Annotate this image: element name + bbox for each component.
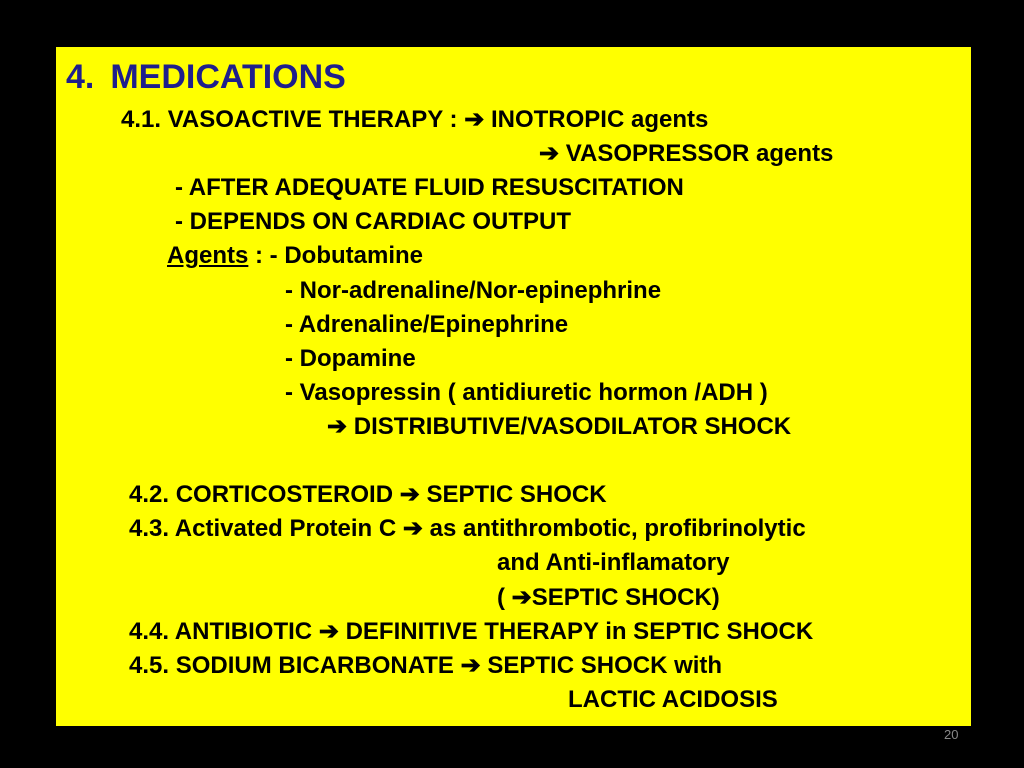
subsection-4-4-label: 4.4. ANTIBIOTIC bbox=[129, 618, 313, 645]
subsection-4-5-result-1: SEPTIC SHOCK with bbox=[487, 652, 723, 679]
right-arrow-icon: ➔ bbox=[327, 413, 348, 440]
subsection-4-5 bbox=[129, 654, 722, 678]
note-cardiac-output: - DEPENDS ON CARDIAC OUTPUT bbox=[175, 208, 572, 235]
vasopressor-line bbox=[539, 142, 833, 166]
agent-dopamine: - Dopamine bbox=[285, 345, 416, 372]
agent-dobutamine: : - Dobutamine bbox=[248, 242, 423, 269]
agent-vasopressin: - Vasopressin ( antidiuretic hormon /ADH ) bbox=[285, 379, 768, 406]
subsection-4-3-result-1: as antithrombotic, profibrinolytic bbox=[429, 515, 806, 542]
right-arrow-icon: ➔ bbox=[318, 618, 339, 645]
subsection-4-2-result: SEPTIC SHOCK bbox=[426, 481, 607, 508]
note-fluid-resuscitation: - AFTER ADEQUATE FLUID RESUSCITATION bbox=[175, 174, 684, 201]
agent-adrenaline: - Adrenaline/Epinephrine bbox=[285, 311, 569, 338]
distributive-shock-text: DISTRIBUTIVE/VASODILATOR SHOCK bbox=[353, 413, 792, 440]
subsection-4-5-result-2: LACTIC ACIDOSIS bbox=[568, 686, 778, 713]
agents-label: Agents bbox=[167, 242, 249, 269]
subsection-4-2-label: 4.2. CORTICOSTEROID bbox=[129, 481, 394, 508]
open-paren: ( bbox=[497, 584, 505, 611]
subsection-4-3-result-3-line bbox=[497, 586, 720, 610]
right-arrow-icon: ➔ bbox=[539, 140, 560, 167]
agent-noradrenaline: - Nor-adrenaline/Nor-epinephrine bbox=[285, 277, 662, 304]
agents-line bbox=[167, 244, 423, 268]
right-arrow-icon: ➔ bbox=[511, 584, 532, 611]
subsection-4-3-result-3: SEPTIC SHOCK) bbox=[531, 584, 720, 611]
subsection-4-1-label: 4.1. VASOACTIVE THERAPY : bbox=[121, 106, 458, 133]
subsection-4-3-result-2: and Anti-inflamatory bbox=[497, 549, 730, 576]
subsection-4-4-result: DEFINITIVE THERAPY in SEPTIC SHOCK bbox=[345, 618, 814, 645]
subsection-4-3 bbox=[129, 517, 806, 541]
right-arrow-icon: ➔ bbox=[399, 481, 420, 508]
right-arrow-icon: ➔ bbox=[460, 652, 481, 679]
vasopressin-result-line bbox=[327, 415, 791, 439]
right-arrow-icon: ➔ bbox=[464, 106, 485, 133]
right-arrow-icon: ➔ bbox=[402, 515, 423, 542]
section-title-label: MEDICATIONS bbox=[110, 58, 346, 96]
section-number: 4. bbox=[66, 58, 95, 96]
vasopressor-agents-text: VASOPRESSOR agents bbox=[565, 140, 834, 167]
page-number: 20 bbox=[944, 727, 959, 742]
subsection-4-2 bbox=[129, 483, 607, 507]
inotropic-agents-text: INOTROPIC agents bbox=[490, 106, 709, 133]
subsection-4-4 bbox=[129, 620, 813, 644]
subsection-4-5-label: 4.5. SODIUM BICARBONATE bbox=[129, 652, 454, 679]
subsection-4-1 bbox=[121, 108, 708, 132]
subsection-4-3-label: 4.3. Activated Protein C bbox=[129, 515, 397, 542]
section-title bbox=[66, 60, 346, 94]
